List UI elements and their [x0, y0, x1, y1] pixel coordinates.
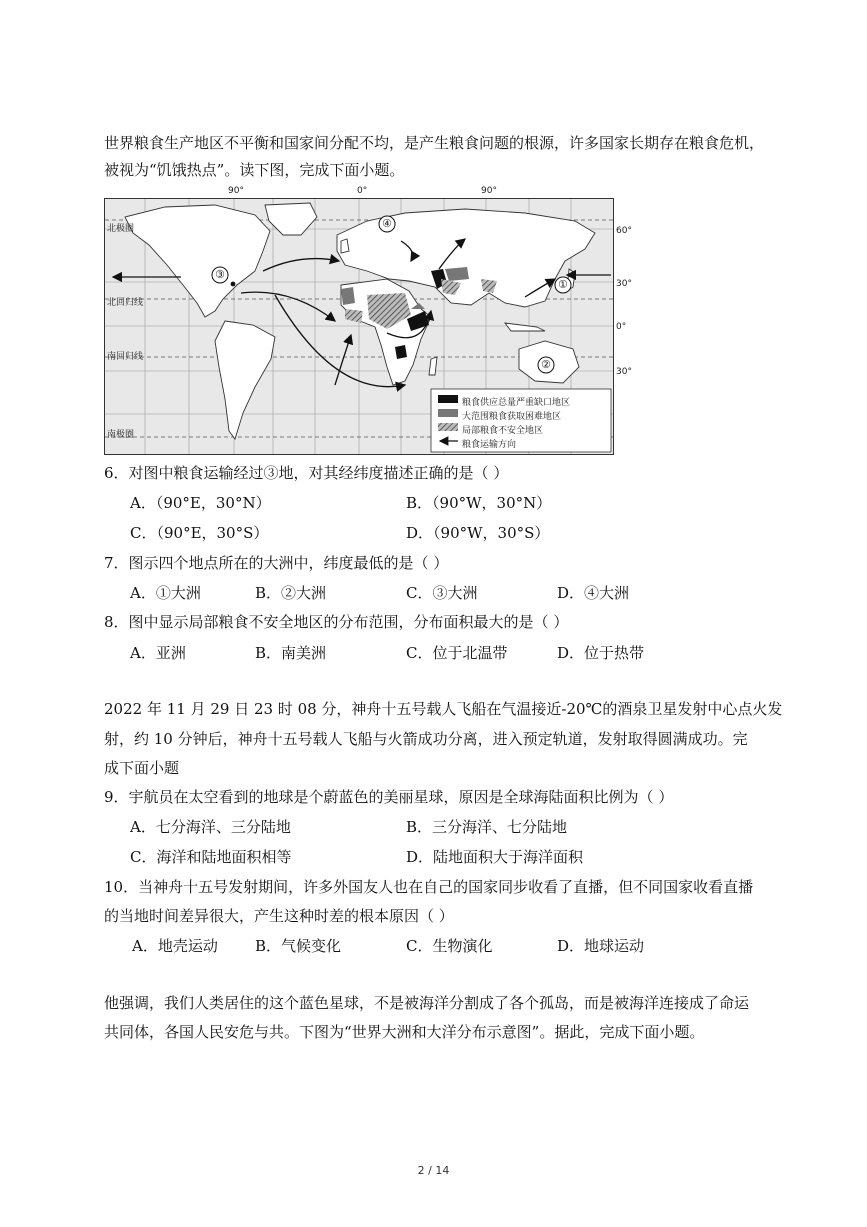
marker-1: ①: [558, 278, 568, 291]
q9-option-b[interactable]: B．三分海洋、七分陆地: [406, 818, 568, 836]
q7-option-a[interactable]: A．①大洲: [130, 584, 201, 602]
lon-label: 90°: [228, 186, 244, 196]
legend-label: 粮食运输方向: [462, 440, 517, 450]
arctic-circle-label: 北极圈: [107, 224, 135, 234]
intro-line: 被视为“饥饿热点”。读下图，完成下面小题。: [104, 161, 405, 179]
lat-label: 30°: [616, 279, 632, 289]
lon-label: 0°: [357, 186, 368, 196]
q9-option-d[interactable]: D．陆地面积大于海洋面积: [406, 848, 584, 866]
q8-option-b[interactable]: B．南美洲: [255, 644, 327, 662]
intro-line: 共同体，各国人民安危与共。下图为“世界大洲和大洋分布示意图”。据此，完成下面小题。: [104, 1023, 705, 1041]
uk: [341, 239, 349, 253]
marker-2: ②: [541, 358, 551, 371]
marker-4: ④: [382, 217, 392, 230]
q6-option-d[interactable]: D．（90°W，30°S）: [406, 524, 550, 542]
q8-option-c[interactable]: C．位于北温带: [406, 644, 508, 662]
q7-option-b[interactable]: B．②大洲: [255, 584, 327, 602]
q10-option-d[interactable]: D．地球运动: [557, 937, 645, 955]
intro-line: 他强调，我们人类居住的这个蓝色星球，不是被海洋分割成了各个孤岛，而是被海洋连接成了命运: [104, 994, 750, 1012]
south-america: [215, 321, 275, 439]
legend-label: 局部粮食不安全地区: [462, 426, 544, 436]
world-food-map: [104, 198, 614, 455]
intro-line: 世界粮食生产地区不平衡和国家间分配不均，是产生粮食问题的根源，许多国家长期存在粮食危机，: [104, 134, 765, 152]
question-10-stem: 10．当神舟十五号发射期间，许多外国友人也在自己的国家同步收看了直播，但不同国家收看直播: [104, 878, 754, 896]
legend-label: 大范围粮食获取困难地区: [462, 412, 562, 422]
q10-option-a[interactable]: A．地壳运动: [132, 937, 218, 955]
q9-option-c[interactable]: C．海洋和陆地面积相等: [130, 848, 292, 866]
lat-label: 30°: [616, 367, 632, 377]
legend-swatch-local: [438, 423, 458, 431]
q6-option-b[interactable]: B．（90°W，30°N）: [406, 494, 552, 512]
intro-line: 射，约 10 分钟后，神舟十五号载人飞船与火箭成功分离，进入预定轨道，发射取得圆满成功。完: [104, 730, 748, 748]
north-america: [125, 205, 270, 317]
severe-shortage-region: [395, 345, 407, 359]
tropic-cancer-label: 北回归线: [107, 298, 144, 308]
local-insecurity-region: [345, 309, 363, 323]
question-10-stem: 的当地时间差异很大，产生这种时差的根本原因（ ）: [104, 907, 454, 925]
q8-option-d[interactable]: D．位于热带: [557, 644, 645, 662]
q6-option-c[interactable]: C．（90°E，30°S）: [130, 524, 269, 542]
question-8-stem: 8．图中显示局部粮食不安全地区的分布范围，分布面积最大的是（ ）: [104, 613, 569, 631]
antarctic-circle-label: 南极圈: [107, 430, 135, 440]
lat-label: 0°: [616, 322, 627, 332]
q7-option-d[interactable]: D．④大洲: [557, 584, 630, 602]
legend-swatch-severe: [438, 395, 458, 403]
page-number: 2 / 14: [417, 1164, 450, 1177]
indonesia: [505, 323, 545, 331]
intro-line: 成下面小题: [104, 759, 180, 777]
madagascar: [429, 357, 437, 375]
question-9-stem: 9．宇航员在太空看到的地球是个蔚蓝色的美丽星球，原因是全球海陆面积比例为（ ）: [104, 788, 674, 806]
question-7-stem: 7．图示四个地点所在的大洲中，纬度最低的是（ ）: [104, 554, 449, 572]
legend-swatch-difficult: [438, 409, 458, 417]
lat-label: 60°: [616, 226, 632, 236]
intro-line: 2022 年 11 月 29 日 23 时 08 分，神舟十五号载人飞船在气温接近-20℃的酒泉卫星发射中心点火发: [104, 700, 783, 718]
marker-3: ③: [215, 268, 225, 281]
lon-label: 90°: [481, 186, 497, 196]
tropic-capricorn-label: 南回归线: [107, 352, 144, 362]
q9-option-a[interactable]: A．七分海洋、三分陆地: [130, 818, 291, 836]
q8-option-a[interactable]: A．亚洲: [130, 644, 186, 662]
location-3-dot: [231, 282, 236, 287]
difficult-access-region: [341, 287, 355, 305]
q10-option-c[interactable]: C．生物演化: [406, 937, 493, 955]
q7-option-c[interactable]: C．③大洲: [406, 584, 478, 602]
legend-label: 粮食供应总量严重缺口地区: [462, 398, 571, 408]
q10-option-b[interactable]: B．气候变化: [255, 937, 342, 955]
q6-option-a[interactable]: A．（90°E，30°N）: [130, 494, 271, 512]
difficult-access-region: [445, 267, 469, 281]
question-6-stem: 6．对图中粮食运输经过③地，对其经纬度描述正确的是（ ）: [104, 464, 509, 482]
